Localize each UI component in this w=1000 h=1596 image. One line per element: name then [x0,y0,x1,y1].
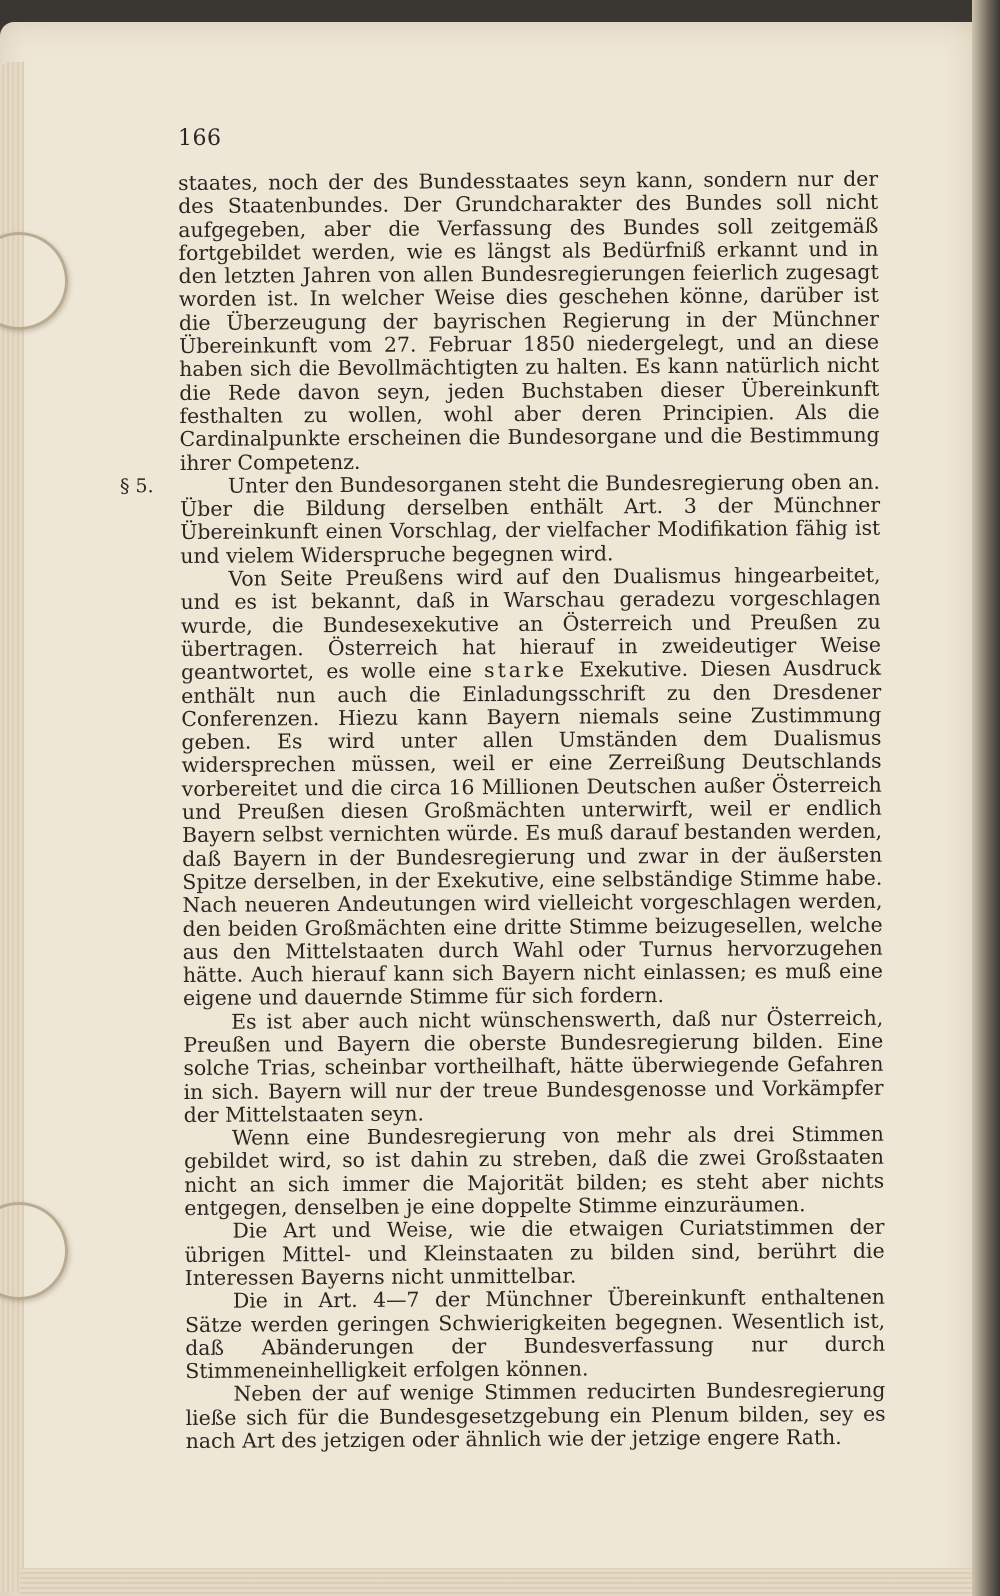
paragraph-6: Die Art und Weise, wie die etwaigen Curiatstimmen der übrigen Mittel- und Kleinstaaten zu bilden sind, berührt die Interessen Bayerns nicht unmittelbar. [184,1215,885,1290]
book-spine-shadow [972,0,1000,1596]
paragraph-5: Wenn eine Bundesregierung von mehr als drei Stimmen gebildet wird, so ist dahin zu streben, daß die zwei Großstaaten nicht an sich immer die Majorität bilden; es steht aber nichts entgegen, denselben je eine doppelte Stimme einzuräumen. [183,1121,885,1221]
page-stack-bottom-edge [20,1568,972,1596]
paragraph-4: Es ist aber auch nicht wünschenswerth, daß nur Österreich, Preußen und Bayern die oberste Bundesregierung bilden. Eine solche Trias, scheinbar vortheilhaft, hätte überwiegende Gefahren in sich. Bayern will nur der treue Bundesgenosse und Vorkämpfer der Mittelstaaten seyn. [183,1005,884,1127]
paragraph-3-text-a: Von Seite Preußens wird auf den Dualismus hingearbeitet, und es ist bekannt, daß in Warschau geradezu vorgeschlagen wurde, die Bundesexekutive an Österreich und Preußen zu übertragen. Österreich hat hierauf in zweideutiger Weise geantwortet, es wolle eine [180,562,881,685]
paragraph-2: Unter den Bundesorganen steht die Bundesregierung oben an. Über die Bildung derselben enthält Art. 3 der Münchner Übereinkunft einen Vorschlag, der vielfacher Modifikation fähig ist und vielem Widerspruche begegnen wird. [179,469,881,568]
book-page [0,22,972,1596]
paragraph-1: staates, noch der des Bundesstaates seyn kann, sondern nur der des Staatenbundes. Der Grundcharakter des Bundes soll nicht aufgegeben, aber die Verfassung des Bundes soll zeitgemäß fortgebildet werden, wie es längst als Bedürfniß erkannt und in den letzten Jahren von allen Bundesregierungen feierlich zugesagt worden ist. In welcher Weise dies geschehen könne, darüber ist die Überzeugung der bayrischen Regierung in der Münchner Übereinkunft vom 27. Februar 1850 niedergelegt, und an diese haben sich die Bevollmächtigten zu halten. Es kann natürlich nicht die Rede davon seyn, jeden Buchstaben dieser Übereinkunft festhalten zu wollen, wohl aber deren Principien. Als die Cardinalpunkte erscheinen die Bundesorgane und die Bestimmung ihrer Competenz. [177,166,880,475]
section-marker: § 5. [119,475,154,498]
page-number: 166 [178,126,222,151]
binder-ring-top [0,232,68,330]
emphasis-starke: starke [484,657,568,683]
paragraph-3-text-b: Exekutive. Diesen Ausdruck enthält nun auch die Einladungsschrift zu den Dresdener Conferenzen. Hiezu kann Bayern niemals seine Zustimmung geben. Es wird unter allen Umständen dem Dualismus widersprechen müssen, weil er eine Zerreißung Deutschlands vorbereitet und die circa 16 Millionen Deutschen außer Österreich und Preußen diesen Großmächten unterwirft, weil er endlich Bayern selbst vernichten würde. Es muß darauf bestanden werden, daß Bayern in der Bundesregierung und zwar in der äußersten Spitze derselben, in der Exekutive, eine selbständige Stimme habe. Nach neueren Andeutungen wird vielleicht vorgeschlagen werden, den beiden Großmächten eine dritte Stimme beizugesellen, welche aus den Mittelstaaten durch Wahl oder Turnus hervorzugehen hätte. Auch hierauf kann sich Bayern nicht einlassen; es muß eine eigene und dauernde Stimme für sich fordern. [181,655,883,1011]
paragraph-3 [180,564,883,1011]
paragraph-7: Die in Art. 4—7 der Münchner Übereinkunft enthaltenen Sätze werden geringen Schwierigkeiten begegnen. Wesentlich ist, daß Abänderungen der Bundesverfassung nur durch Stimmeneinhelligkeit erfolgen können. [184,1284,886,1384]
paragraph-8: Neben der auf wenige Stimmen reducirten Bundesregierung ließe sich für die Bundesgesetzgebung ein Plenum bilden, sey es nach Art des jetzigen oder ähnlich wie der jetzige engere Rath. [185,1378,886,1454]
section-5-block [119,469,881,568]
binder-ring-bottom [0,1202,68,1300]
body-text [119,166,886,1454]
